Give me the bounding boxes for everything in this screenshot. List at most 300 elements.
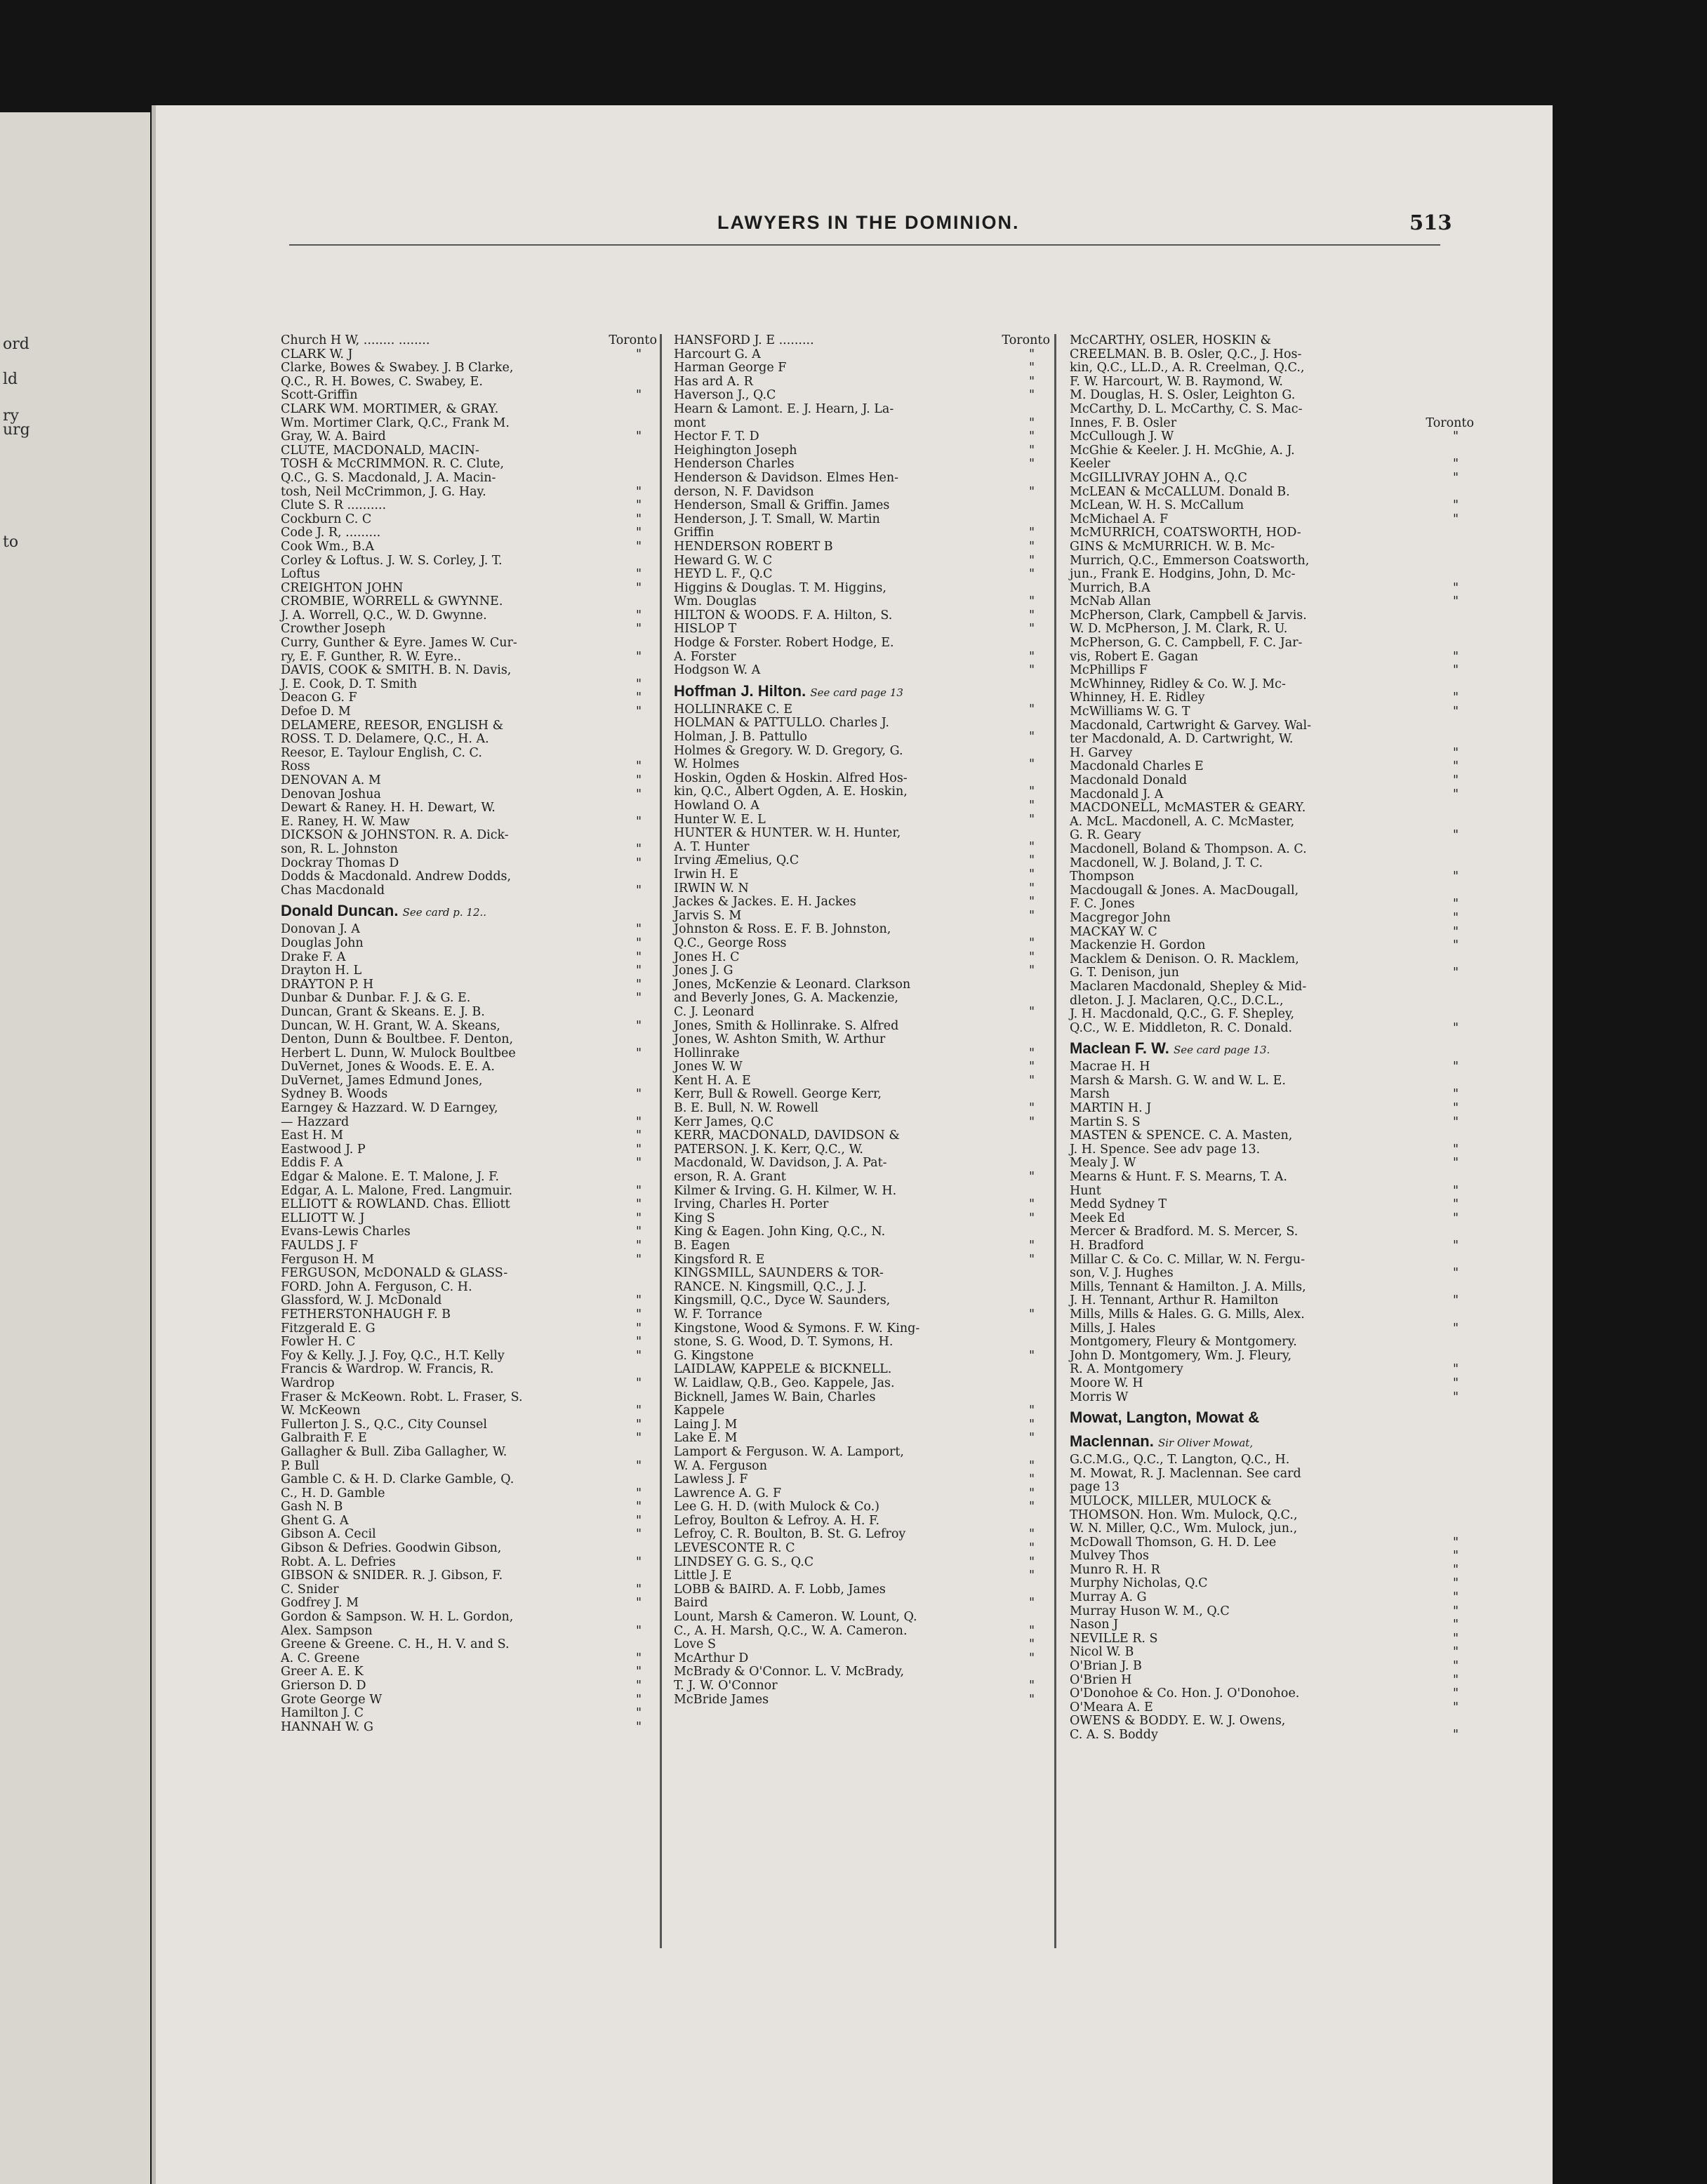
entry-text: McCARTHY, OSLER, HOSKIN & [1070, 333, 1272, 347]
ditto-mark: " [1028, 608, 1035, 622]
ditto-mark: " [1028, 1114, 1035, 1129]
entry-text: vis, Robert E. Gagan [1070, 649, 1199, 664]
entry-text: Irwin H. E [674, 867, 738, 881]
entry-text: HENDERSON ROBERT B [674, 539, 833, 554]
directory-entry [281, 1528, 646, 1542]
entry-text: Holman, J. B. Pattullo [674, 730, 808, 745]
entry-text: ELLIOTT W. J [281, 1211, 365, 1225]
directory-entry [1070, 622, 1463, 637]
directory-entry [281, 870, 646, 884]
directory-entry [674, 1350, 1039, 1364]
entry-text: Clute S. R .......... [281, 498, 387, 513]
ditto-mark: " [635, 649, 642, 664]
ditto-mark: " [635, 539, 642, 554]
directory-entry [674, 1597, 1039, 1611]
ditto-mark: " [1452, 1197, 1459, 1212]
ditto-mark: " [1028, 812, 1035, 827]
ditto-mark: " [1452, 1645, 1459, 1660]
entry-text: McArthur D [674, 1651, 749, 1665]
entry-text: FAULDS J. F [281, 1239, 359, 1253]
directory-entry [1070, 415, 1474, 431]
directory-entry [281, 964, 646, 978]
directory-entry [281, 554, 646, 568]
directory-entry [674, 1625, 1039, 1639]
directory-entry [674, 1239, 1039, 1253]
directory-entry [674, 1157, 1039, 1171]
entry-text: C., H. D. Gamble [281, 1486, 385, 1500]
directory-entry [281, 788, 646, 802]
ditto-mark: " [635, 512, 642, 526]
entry-text: F. W. Harcourt, W. B. Raymond, W. [1070, 374, 1283, 389]
featured-listing [1070, 1407, 1463, 1428]
directory-entry [1070, 1564, 1463, 1578]
entry-text: McMichael A. F [1070, 512, 1169, 526]
ditto-mark: " [1452, 1087, 1459, 1102]
directory-entry [1070, 829, 1463, 843]
header-rule [289, 244, 1440, 246]
ditto-mark: " [635, 1348, 642, 1363]
entry-text: Robt. A. L. Defries [281, 1554, 396, 1569]
entry-text: KERR, MACDONALD, DAVIDSON & [674, 1128, 900, 1143]
ditto-mark: " [635, 1376, 642, 1390]
ditto-mark: " [635, 814, 642, 829]
entry-text: Cockburn C. C [281, 512, 372, 526]
entry-text: Denovan Joshua [281, 787, 381, 801]
entry-text: W. F. Torrance [674, 1307, 763, 1321]
entry-text: Clarke, Bowes & Swabey. J. B Clarke, [281, 361, 514, 375]
entry-text: Drake F. A [281, 950, 346, 964]
entry-text: T. J. W. O'Connor [674, 1679, 778, 1693]
entry-text: MACDONELL, McMASTER & GEARY. [1070, 801, 1306, 815]
entry-text: McCullough J. W [1070, 430, 1174, 444]
directory-entry [281, 1171, 646, 1185]
entry-text: Grierson D. D [281, 1679, 366, 1693]
entry-text: Mealy J. W [1070, 1156, 1136, 1171]
entry-text: Deacon G. F [281, 691, 357, 705]
directory-entry [674, 841, 1039, 855]
directory-entry [674, 1665, 1039, 1679]
directory-entry [674, 1487, 1039, 1501]
town-label: Toronto [1002, 333, 1050, 347]
entry-text: HEYD L. F., Q.C [674, 567, 773, 582]
directory-entry [674, 1212, 1039, 1226]
entry-text: Earngey & Hazzard. W. D Earngey, [281, 1101, 498, 1116]
entry-text: W. D. McPherson, J. M. Clark, R. U. [1070, 622, 1288, 637]
directory-entry [674, 403, 1039, 417]
directory-entry [674, 772, 1039, 786]
entry-text: Nicol W. B [1070, 1645, 1134, 1660]
ditto-mark: " [1028, 1197, 1035, 1212]
ditto-mark: " [1452, 1672, 1459, 1687]
directory-entry [674, 1611, 1039, 1625]
directory-entry [1070, 554, 1463, 568]
ditto-mark: " [1028, 374, 1035, 389]
ditto-mark: " [1452, 966, 1459, 980]
directory-entry [674, 1198, 1039, 1212]
directory-entry [1070, 582, 1463, 596]
entry-text: Q.C., W. E. Middleton, R. C. Donald. [1070, 1020, 1293, 1035]
ditto-mark: " [635, 1321, 642, 1336]
entry-text: IRWIN W. N [674, 881, 749, 895]
directory-entry [674, 895, 1039, 910]
entry-text: Maclennan. [1070, 1432, 1154, 1451]
entry-text: HANNAH W. G [281, 1719, 374, 1734]
entry-text: Lawrence A. G. F [674, 1486, 782, 1500]
entry-text: stone, S. G. Wood, D. T. Symons, H. [674, 1335, 894, 1350]
directory-entry [1070, 774, 1463, 788]
directory-entry [1070, 884, 1463, 898]
entry-text: Johnston & Ross. E. F. B. Johnston, [674, 922, 891, 937]
entry-text: Ross [281, 759, 310, 774]
directory-entry [1070, 1294, 1463, 1308]
ditto-mark: " [1028, 553, 1035, 568]
directory-entry [674, 1006, 1039, 1020]
ditto-mark: " [1452, 938, 1459, 953]
entry-text: Morris W [1070, 1390, 1129, 1404]
entry-text: Jackes & Jackes. E. H. Jackes [674, 895, 856, 910]
directory-entry [281, 540, 646, 554]
ditto-mark: " [1028, 867, 1035, 881]
directory-entry [281, 444, 646, 458]
directory-entry [1070, 1022, 1463, 1036]
entry-text: W. Holmes [674, 757, 740, 772]
ditto-mark: " [635, 1114, 642, 1129]
directory-entry [1070, 651, 1463, 665]
ditto-mark: " [1452, 1686, 1459, 1701]
directory-entry [674, 758, 1039, 772]
directory-entry [1070, 1008, 1463, 1022]
directory-entry [674, 526, 1039, 540]
directory-entry [1070, 912, 1463, 926]
entry-text: Macdonald Donald [1070, 773, 1188, 787]
entry-text: McWhinney, Ridley & Co. W. J. Mc- [1070, 677, 1286, 691]
directory-entry [674, 1253, 1039, 1267]
ditto-mark: " [635, 773, 642, 787]
entry-text: Hearn & Lamont. E. J. Hearn, J. La- [674, 401, 894, 416]
ditto-mark: " [1452, 924, 1459, 939]
ditto-mark: " [635, 1692, 642, 1707]
adjacent-page-fragment: ord [3, 335, 29, 353]
entry-text: page 13 [1070, 1480, 1120, 1495]
entry-text: Crowther Joseph [281, 622, 386, 637]
entry-text: Ferguson H. M [281, 1252, 375, 1267]
ditto-mark: " [635, 1335, 642, 1350]
directory-entry [281, 843, 646, 857]
directory-entry [281, 884, 646, 898]
directory-entry [281, 691, 646, 705]
entry-text: W. A. Ferguson [674, 1458, 767, 1473]
directory-entry [281, 1377, 646, 1391]
directory-entry [1070, 458, 1463, 472]
entry-text: Marsh & Marsh. G. W. and W. L. E. [1070, 1073, 1286, 1088]
directory-entry [674, 513, 1039, 527]
entry-text: Fitzgerald E. G [281, 1321, 376, 1336]
ditto-mark: " [1452, 1211, 1459, 1225]
entry-text: Jones H. C [674, 950, 740, 964]
entry-text: Gash N. B [281, 1500, 343, 1514]
directory-entry [281, 1556, 646, 1570]
entry-text: J. A. Worrell, Q.C., W. D. Gwynne. [281, 608, 487, 622]
ditto-mark: " [1028, 1004, 1035, 1019]
directory-entry [1070, 1674, 1463, 1688]
directory-entry [1070, 1605, 1463, 1619]
ditto-mark: " [1028, 443, 1035, 458]
directory-entry [674, 1171, 1039, 1185]
entry-text: Lefroy, C. R. Boulton, B. St. G. Lefroy [674, 1527, 906, 1542]
directory-entry [281, 1583, 646, 1597]
ditto-mark: " [1028, 1101, 1035, 1116]
directory-entry [1070, 403, 1463, 417]
ditto-mark: " [635, 1239, 642, 1253]
entry-text: C. A. S. Boddy [1070, 1728, 1158, 1742]
entry-text: CLARK W. J [281, 347, 353, 361]
directory-entry [1070, 1185, 1463, 1199]
entry-text: Mills, J. Hales [1070, 1321, 1156, 1336]
entry-text: Jones, McKenzie & Leonard. Clarkson [674, 977, 911, 992]
directory-entry [674, 964, 1039, 978]
directory-entry [674, 910, 1039, 924]
ditto-mark: " [1452, 870, 1459, 884]
ditto-mark: " [1452, 1590, 1459, 1605]
entry-text: CREELMAN. B. B. Osler, Q.C., J. Hos- [1070, 347, 1302, 361]
directory-entry [281, 472, 646, 486]
entry-text: Laing J. M [674, 1417, 738, 1432]
ditto-mark: " [635, 1651, 642, 1665]
ditto-mark: " [1452, 649, 1459, 664]
entry-text: Whinney, H. E. Ridley [1070, 691, 1205, 705]
entry-text: OWENS & BODDY. E. W. J. Owens, [1070, 1714, 1286, 1729]
directory-entry [674, 1473, 1039, 1487]
entry-text: mont [674, 415, 706, 430]
ditto-mark: " [1028, 1458, 1035, 1473]
directory-entry [1070, 1267, 1463, 1281]
entry-text: Kilmer & Irving. G. H. Kilmer, W. H. [674, 1183, 897, 1198]
entry-text: Kingstone, Wood & Symons. F. W. King- [674, 1321, 920, 1336]
ditto-mark: " [1452, 498, 1459, 513]
directory-entry [281, 1212, 646, 1226]
entry-text: Montgomery, Fleury & Montgomery. [1070, 1335, 1297, 1350]
ditto-mark: " [1452, 1239, 1459, 1253]
entry-text: Dunbar & Dunbar. F. J. & G. E. [281, 991, 471, 1006]
directory-entry [1070, 526, 1463, 540]
directory-entry [1070, 499, 1463, 513]
entry-text: LAIDLAW, KAPPELE & BICKNELL. [674, 1362, 892, 1377]
entry-text: F. C. Jones [1070, 897, 1135, 912]
directory-entry [1070, 1074, 1463, 1088]
entry-text: derson, N. F. Davidson [674, 484, 814, 499]
directory-entry [1070, 1646, 1463, 1660]
entry-text: Denton, Dunn & Boultbee. F. Denton, [281, 1032, 514, 1047]
entry-text: John D. Montgomery, Wm. J. Fleury, [1070, 1348, 1292, 1363]
entry-text: FERGUSON, McDONALD & GLASS- [281, 1266, 508, 1281]
entry-text: McBride James [674, 1692, 769, 1707]
entry-text: McLEAN & McCALLUM. Donald B. [1070, 484, 1290, 499]
ditto-mark: " [1452, 470, 1459, 485]
ditto-mark: " [1028, 1417, 1035, 1432]
entry-text: Dewart & Raney. H. H. Dewart, W. [281, 801, 496, 815]
entry-text: DuVernet, James Edmund Jones, [281, 1073, 483, 1088]
directory-entry [281, 1047, 646, 1061]
directory-entry [674, 1047, 1039, 1061]
directory-entry [1070, 375, 1463, 389]
entry-text: ter Macdonald, A. D. Cartwright, W. [1070, 732, 1294, 747]
entry-text: erson, R. A. Grant [674, 1170, 786, 1185]
entry-text: HISLOP T [674, 622, 737, 637]
entry-text: M. Douglas, H. S. Osler, Leighton G. [1070, 388, 1296, 403]
ditto-mark: " [1028, 1569, 1035, 1583]
ditto-mark: " [1028, 1239, 1035, 1253]
entry-text: Irving Æmelius, Q.C [674, 853, 799, 868]
ditto-mark: " [635, 1156, 642, 1171]
directory-entry [1070, 733, 1463, 747]
entry-text: Q.C., George Ross [674, 935, 787, 950]
ditto-mark: " [635, 1554, 642, 1569]
entry-text: Gordon & Sampson. W. H. L. Gordon, [281, 1610, 514, 1625]
entry-text: G. T. Denison, jun [1070, 966, 1179, 980]
directory-entry [1070, 361, 1463, 375]
directory-entry [1070, 1481, 1463, 1495]
directory-entry [281, 1281, 646, 1295]
ditto-mark: " [1452, 1549, 1459, 1564]
featured-listing [1070, 1038, 1463, 1060]
directory-entry [1070, 1714, 1463, 1729]
entry-text: Gray, W. A. Baird [281, 430, 386, 444]
ditto-mark: " [1452, 1293, 1459, 1308]
entry-text: McBrady & O'Connor. L. V. McBrady, [674, 1665, 905, 1679]
entry-text: Glassford, W. J. McDonald [281, 1293, 442, 1308]
ditto-mark: " [1028, 415, 1035, 430]
ditto-mark: " [635, 883, 642, 898]
ditto-mark: " [1028, 361, 1035, 375]
directory-entry [1070, 1212, 1463, 1226]
directory-entry [1070, 472, 1463, 486]
entry-text: Duncan, W. H. Grant, W. A. Skeans, [281, 1018, 500, 1033]
ditto-mark: " [1028, 484, 1035, 499]
directory-entry [1070, 1536, 1463, 1550]
entry-text: Sydney B. Woods [281, 1087, 388, 1102]
directory-entry [674, 430, 1039, 444]
ditto-mark: " [635, 1225, 642, 1239]
directory-entry [281, 1294, 646, 1308]
directory-entry [281, 333, 657, 348]
entry-text: W. Laidlaw, Q.B., Geo. Kappele, Jas. [674, 1376, 895, 1390]
ditto-mark: " [635, 622, 642, 637]
directory-entry [1070, 691, 1463, 705]
entry-text: Q.C., R. H. Bowes, C. Swabey, E. [281, 374, 483, 389]
entry-text: Macdonell, W. J. Boland, J. T. C. [1070, 855, 1263, 870]
entry-text: Heward G. W. C [674, 553, 773, 568]
directory-entry [674, 1336, 1039, 1350]
ditto-mark: " [1452, 1631, 1459, 1646]
entry-text: CLUTE, MACDONALD, MACIN- [281, 443, 479, 458]
entry-text: Kingsmill, Q.C., Dyce W. Saunders, [674, 1293, 891, 1308]
entry-text: CREIGHTON JOHN [281, 580, 404, 595]
entry-text: Moore W. H [1070, 1376, 1143, 1390]
directory-entry [674, 1322, 1039, 1336]
directory-entry [1070, 843, 1463, 857]
card-reference: See card page 13 [810, 686, 903, 699]
entry-text: Heighington Joseph [674, 443, 797, 458]
ditto-mark: " [1452, 1562, 1459, 1577]
ditto-mark: " [635, 526, 642, 540]
entry-text: H. Garvey [1070, 745, 1133, 760]
ditto-mark: " [1028, 1404, 1035, 1418]
entry-text: Jones, Smith & Hollinrake. S. Alfred [674, 1018, 899, 1033]
ditto-mark: " [1028, 799, 1035, 813]
ditto-mark: " [1028, 526, 1035, 540]
ditto-mark: " [1028, 622, 1035, 637]
directory-entry [674, 486, 1039, 500]
entry-text: P. Bull [281, 1458, 319, 1473]
directory-entry [281, 1074, 646, 1088]
card-reference: Sir Oliver Mowat, [1157, 1437, 1254, 1450]
directory-entry [674, 622, 1039, 637]
directory-entry [1070, 760, 1463, 774]
directory-entry [674, 389, 1039, 403]
entry-text: Holmes & Gregory. W. D. Gregory, G. [674, 743, 903, 758]
ditto-mark: " [1452, 910, 1459, 925]
entry-text: MULOCK, MILLER, MULOCK & [1070, 1493, 1272, 1508]
directory-entry [674, 1542, 1039, 1556]
directory-entry [674, 1225, 1039, 1239]
directory-entry [281, 1006, 646, 1020]
entry-text: MACKAY W. C [1070, 924, 1157, 939]
ditto-mark: " [1028, 1679, 1035, 1693]
directory-entry [674, 333, 1050, 348]
entry-text: Little J. E [674, 1569, 732, 1583]
entry-text: KINGSMILL, SAUNDERS & TOR- [674, 1266, 884, 1281]
ditto-mark: " [1028, 663, 1035, 678]
directory-entry [1070, 1591, 1463, 1605]
entry-text: Lount, Marsh & Cameron. W. Lount, Q. [674, 1610, 917, 1625]
directory-entry [281, 403, 646, 417]
directory-entry [1070, 1522, 1463, 1536]
ditto-mark: " [1452, 1728, 1459, 1742]
entry-text: Reesor, E. Taylour English, C. C. [281, 745, 482, 760]
ditto-mark: " [635, 1252, 642, 1267]
directory-entry [1070, 1336, 1463, 1350]
entry-text: CROMBIE, WORRELL & GWYNNE. [281, 594, 503, 609]
ditto-mark: " [1452, 1618, 1459, 1632]
ditto-mark: " [1028, 1637, 1035, 1652]
entry-text: Munro R. H. R [1070, 1562, 1160, 1577]
ditto-mark: " [1452, 773, 1459, 787]
ditto-mark: " [1028, 347, 1035, 361]
directory-entry [1070, 1577, 1463, 1591]
directory-entry [674, 992, 1039, 1006]
directory-entry [674, 637, 1039, 651]
ditto-mark: " [1452, 1266, 1459, 1281]
ditto-mark: " [1452, 1659, 1459, 1674]
entry-text: Marsh [1070, 1087, 1110, 1102]
directory-entry [281, 1060, 646, 1074]
directory-entry [281, 678, 646, 692]
entry-text: DAVIS, COOK & SMITH. B. N. Davis, [281, 663, 512, 678]
directory-entry [281, 348, 646, 362]
directory-entry [1070, 1509, 1463, 1523]
entry-text: Duncan, Grant & Skeans. E. J. B. [281, 1004, 485, 1019]
ditto-mark: " [635, 1417, 642, 1432]
entry-text: HUNTER & HUNTER. W. H. Hunter, [674, 826, 901, 841]
entry-text: J. H. Spence. See adv page 13. [1070, 1142, 1261, 1157]
directory-entry [674, 1679, 1039, 1693]
directory-entry [1070, 1453, 1463, 1467]
entry-text: Wardrop [281, 1376, 335, 1390]
entry-text: McDowall Thomson, G. H. D. Lee [1070, 1535, 1277, 1550]
directory-entry [1070, 953, 1463, 967]
directory-entry [1070, 857, 1463, 871]
ditto-mark: " [1028, 1486, 1035, 1500]
